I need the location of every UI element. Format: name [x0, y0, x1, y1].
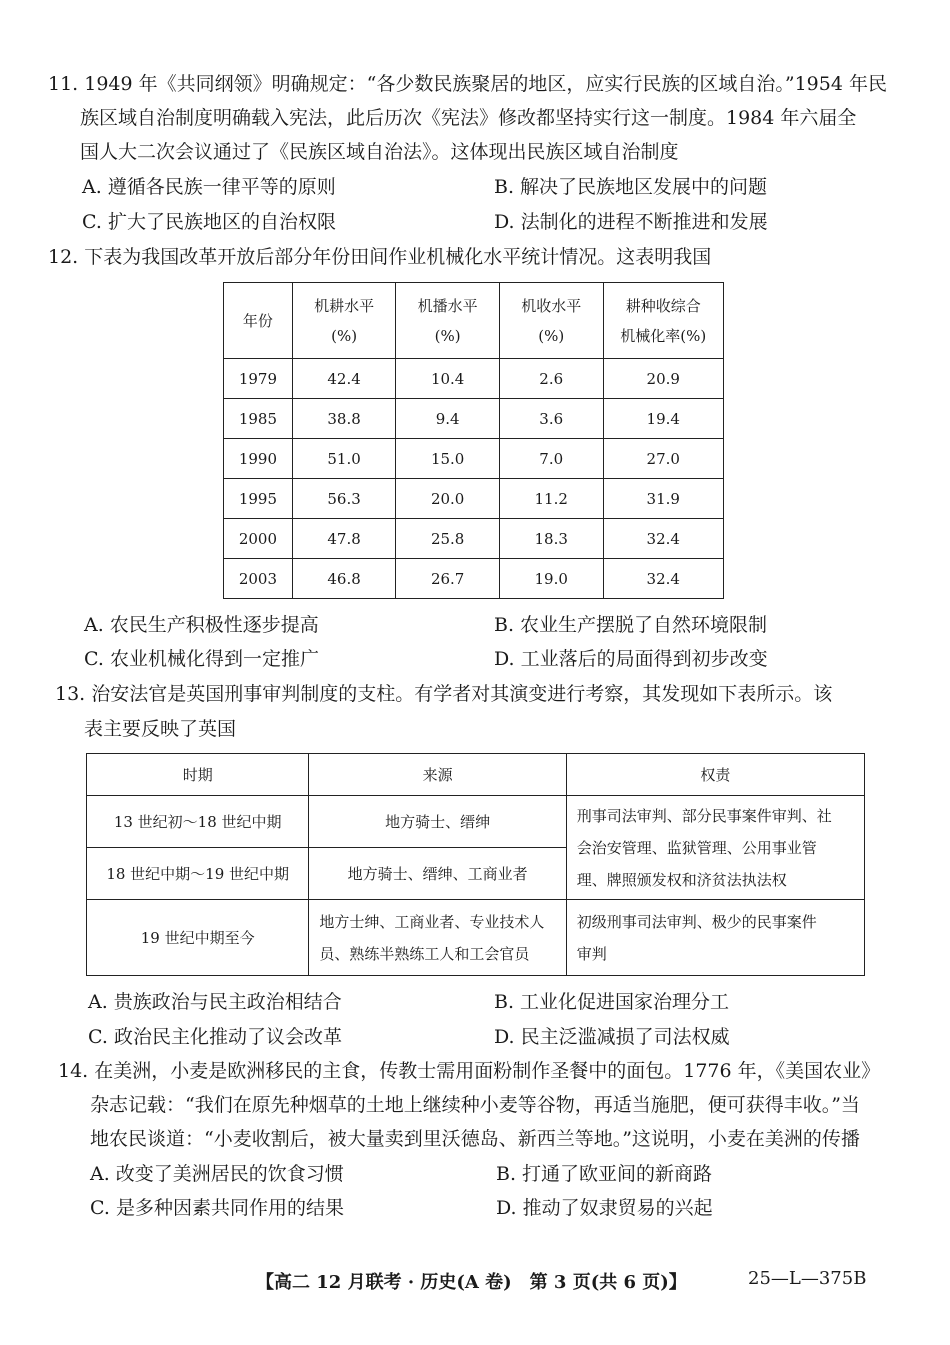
table-row: [224, 479, 724, 519]
cell-duty: 初级刑事司法审判、极少的民事案件 审判: [566, 900, 864, 976]
cell-source: 地方骑士、缙绅、工商业者: [309, 848, 566, 900]
q14-option-b[interactable]: B. 打通了欧亚间的新商路: [496, 1163, 713, 1185]
q11-option-d[interactable]: D. 法制化的进程不断推进和发展: [494, 211, 768, 233]
header-period: 时期: [87, 754, 309, 796]
header-harvest: 机收水平 (%): [499, 283, 603, 359]
cell-value: 27.0: [603, 439, 724, 479]
cell-source: 地方骑士、缙绅: [309, 796, 566, 848]
q14-stem-line-3: 地农民谈道：“小麦收割后，被大量卖到里沃德岛、新西兰等地。”这说明，小麦在美洲的传播: [90, 1128, 860, 1150]
table-row: [224, 559, 724, 599]
q14-stem-line-1: 14. 在美洲，小麦是欧洲移民的主食，传教士需用面粉制作圣餐中的面包。1776 年，《美国农业》: [58, 1060, 881, 1082]
table-row: [87, 900, 865, 976]
cell-year: 2003: [224, 559, 293, 599]
cell-value: 20.9: [603, 359, 724, 399]
cell-value: 10.4: [396, 359, 500, 399]
q11-stem-line-3: 国人大二次会议通过了《民族区域自治法》。这体现出民族区域自治制度: [80, 141, 679, 163]
cell-period: 19 世纪中期至今: [87, 900, 309, 976]
q13-stem-line-1: 13. 治安法官是英国刑事审判制度的支柱。有学者对其演变进行考察，其发现如下表所示。该: [55, 683, 833, 705]
table-header-row: [224, 283, 724, 359]
cell-source: 地方士绅、工商业者、专业技术人 员、熟练半熟练工人和工会官员: [309, 900, 566, 976]
q11-stem-line-2: 族区域自治制度明确载入宪法，此后历次《宪法》修改都坚持实行这一制度。1984 年六届全: [80, 107, 857, 129]
table-row: [224, 519, 724, 559]
cell-year: 1990: [224, 439, 293, 479]
cell-value: 25.8: [396, 519, 500, 559]
q12-option-a[interactable]: A. 农民生产积极性逐步提高: [84, 614, 319, 636]
cell-value: 19.0: [499, 559, 603, 599]
cell-period: 18 世纪中期～19 世纪中期: [87, 848, 309, 900]
header-duty: 权责: [566, 754, 864, 796]
q13-option-c[interactable]: C. 政治民主化推动了议会改革: [88, 1026, 342, 1048]
cell-value: 7.0: [499, 439, 603, 479]
cell-value: 31.9: [603, 479, 724, 519]
table-row: [224, 439, 724, 479]
q12-stem: 12. 下表为我国改革开放后部分年份田间作业机械化水平统计情况。这表明我国: [48, 246, 712, 268]
header-plowing: 机耕水平 (%): [292, 283, 396, 359]
q14-option-c[interactable]: C. 是多种因素共同作用的结果: [90, 1197, 344, 1219]
cell-duty-merged: 刑事司法审判、部分民事案件审判、社 会治安管理、监狱管理、公用事业管 理、牌照颁发权和济贫法执法权: [566, 796, 864, 900]
cell-value: 19.4: [603, 399, 724, 439]
q14-option-d[interactable]: D. 推动了奴隶贸易的兴起: [496, 1197, 713, 1219]
cell-period: 13 世纪初～18 世纪中期: [87, 796, 309, 848]
cell-value: 20.0: [396, 479, 500, 519]
q13-option-b[interactable]: B. 工业化促进国家治理分工: [494, 991, 730, 1013]
q13-stem-line-2: 表主要反映了英国: [84, 718, 237, 740]
justice-table: [86, 753, 865, 976]
q14-option-a[interactable]: A. 改变了美洲居民的饮食习惯: [90, 1163, 344, 1185]
cell-value: 9.4: [396, 399, 500, 439]
q12-option-d[interactable]: D. 工业落后的局面得到初步改变: [494, 648, 768, 670]
cell-value: 26.7: [396, 559, 500, 599]
cell-value: 56.3: [292, 479, 396, 519]
cell-year: 1979: [224, 359, 293, 399]
table-header-row: [87, 754, 865, 796]
q11-stem-line-1: 11. 1949 年《共同纲领》明确规定：“各少数民族聚居的地区，应实行民族的区域自治。”1954 年民: [48, 73, 887, 95]
cell-value: 42.4: [292, 359, 396, 399]
cell-value: 47.8: [292, 519, 396, 559]
q11-option-c[interactable]: C. 扩大了民族地区的自治权限: [82, 211, 336, 233]
page-footer-title: 【高二 12 月联考 · 历史(A 卷) 第 3 页(共 6 页)】: [256, 1272, 687, 1293]
cell-value: 15.0: [396, 439, 500, 479]
q12-option-c[interactable]: C. 农业机械化得到一定推广: [84, 648, 319, 670]
q12-option-b[interactable]: B. 农业生产摆脱了自然环境限制: [494, 614, 768, 636]
cell-value: 32.4: [603, 559, 724, 599]
header-source: 来源: [309, 754, 566, 796]
q11-option-b[interactable]: B. 解决了民族地区发展中的问题: [494, 176, 768, 198]
cell-year: 1995: [224, 479, 293, 519]
header-overall: 耕种收综合 机械化率(%): [603, 283, 724, 359]
cell-value: 38.8: [292, 399, 396, 439]
table-row: [224, 359, 724, 399]
cell-value: 46.8: [292, 559, 396, 599]
header-sowing: 机播水平 (%): [396, 283, 500, 359]
table-row: [87, 796, 865, 848]
q13-option-a[interactable]: A. 贵族政治与民主政治相结合: [88, 991, 342, 1013]
cell-value: 32.4: [603, 519, 724, 559]
cell-year: 2000: [224, 519, 293, 559]
cell-year: 1985: [224, 399, 293, 439]
q13-option-d[interactable]: D. 民主泛滥减损了司法权威: [494, 1026, 730, 1048]
table-row: [224, 399, 724, 439]
header-year: 年份: [224, 283, 293, 359]
q11-option-a[interactable]: A. 遵循各民族一律平等的原则: [82, 176, 336, 198]
cell-value: 2.6: [499, 359, 603, 399]
cell-value: 11.2: [499, 479, 603, 519]
page-footer-code: 25—L—375B: [748, 1268, 867, 1289]
cell-value: 18.3: [499, 519, 603, 559]
q14-stem-line-2: 杂志记载：“我们在原先种烟草的土地上继续种小麦等谷物，再适当施肥，便可获得丰收。”当: [90, 1094, 860, 1116]
cell-value: 3.6: [499, 399, 603, 439]
cell-value: 51.0: [292, 439, 396, 479]
mechanization-table: [223, 282, 724, 599]
